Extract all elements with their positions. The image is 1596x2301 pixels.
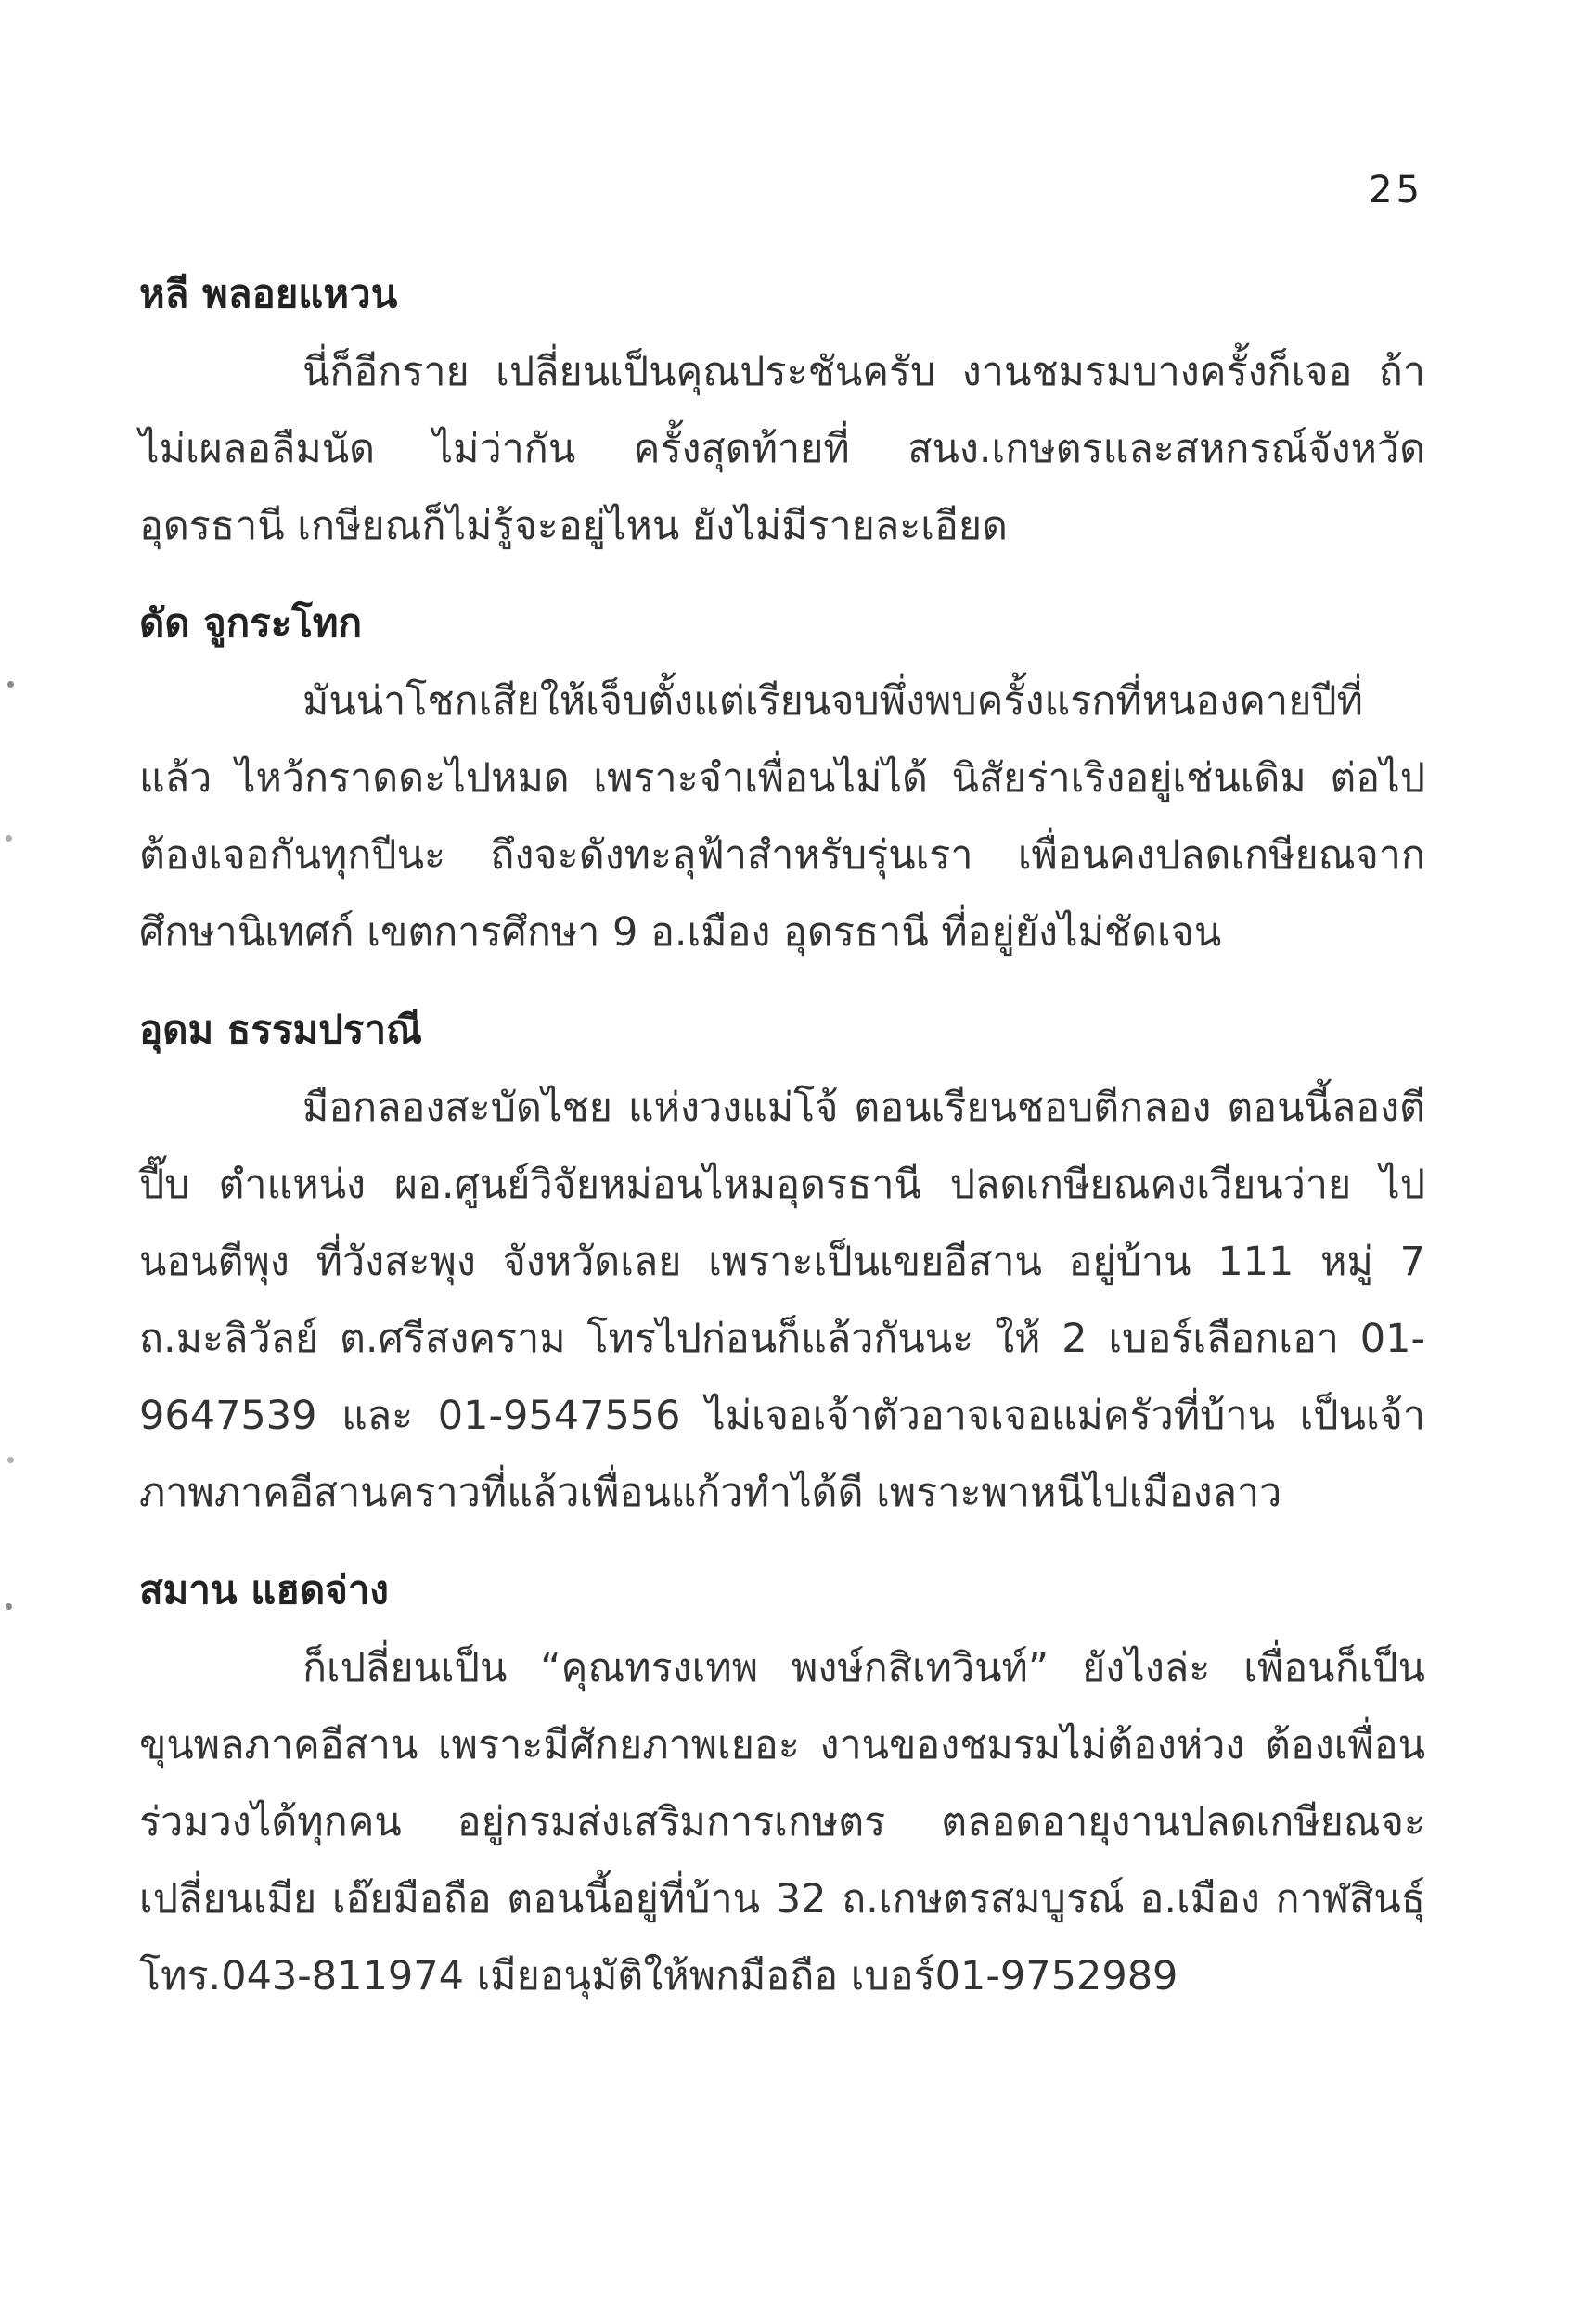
page-content [139,262,1425,2041]
page-number: 25 [1369,169,1423,212]
entry-paragraph: มือกลองสะบัดไชย แห่งวงแม่โจ้ ตอนเรียนชอบตีกลอง ตอนนี้ลองตีปี๊บ ตำแหน่ง ผอ.ศูนย์วิจัยหม่อนไหมอุดรธานี ปลดเกษียณคงเวียนว่าย ไปนอนตีพุง ที่วังสะพุง จังหวัดเลย เพราะเป็นเขยอีสาน อยู่บ้าน 111 หมู่ 7 ถ.มะลิวัลย์ ต.ศรีสงคราม โทรไปก่อนก็แล้วกันนะ ให้ 2 เบอร์เลือกเอา 01-9647539 และ 01-9547556 ไม่เจอเจ้าตัวอาจเจอแม่ครัวที่บ้าน เป็นเจ้าภาพภาคอีสานคราวที่แล้วเพื่อนแก้วทำได้ดี เพราะพาหนีไปเมืองลาว [139,1085,1425,1516]
scan-speck [7,1457,14,1463]
entry-paragraph: นี่ก็อีกราย เปลี่ยนเป็นคุณประชันครับ งานชมรมบางครั้งก็เจอ ถ้าไม่เผลอลืมนัด ไม่ว่ากัน ครั้งสุดท้ายที่ สนง.เกษตรและสหกรณ์จังหวัดอุดรธานี เกษียณก็ไม่รู้จะอยู่ไหน ยังไม่มีรายละเอียด [139,349,1425,549]
scan-speck [6,835,12,842]
entry [139,591,1425,971]
entry-name: อุดม ธรรมปราณี [139,1007,423,1052]
entry-paragraph: มันน่าโชกเสียให้เจ็บตั้งแต่เรียนจบพึ่งพบครั้งแรกที่หนองคายปีที่แล้ว ไหว้กราดดะไปหมด เพราะจำเพื่อนไม่ได้ นิสัยร่าเริงอยู่เช่นเดิม ต่อไปต้องเจอกันทุกปีนะ ถึงจะดังทะลุฟ้าสำหรับรุ่นเรา เพื่อนคงปลดเกษียณจากศึกษานิเทศก์ เขตการศึกษา 9 อ.เมือง อุดรธานี ที่อยู่ยังไม่ชัดเจน [139,678,1425,956]
entry-name: ดัด จูกระโทก [139,600,363,646]
entry [139,1558,1425,2015]
entry [139,997,1425,1532]
scan-speck [7,681,14,688]
entry-name: หลี พลอยแหวน [139,271,398,316]
entry-name: สมาน แฮดจ่าง [139,1567,389,1613]
scan-speck [6,1603,12,1610]
entry-paragraph: ก็เปลี่ยนเป็น “คุณทรงเทพ พงษ์กสิเทวินท์” ยังไงล่ะ เพื่อนก็เป็นขุนพลภาคอีสาน เพราะมีศักยภาพเยอะ งานของชมรมไม่ต้องห่วง ต้องเพื่อนร่วมวงได้ทุกคน อยู่กรมส่งเสริมการเกษตร ตลอดอายุงานปลดเกษียณจะเปลี่ยนเมีย เอ๊ยมือถือ ตอนนี้อยู่ที่บ้าน 32 ถ.เกษตรสมบูรณ์ อ.เมือง กาฬสินธุ์ โทร.043-811974 เมียอนุมัติให้พกมือถือ เบอร์01-9752989 [139,1645,1425,1999]
entry [139,262,1425,565]
